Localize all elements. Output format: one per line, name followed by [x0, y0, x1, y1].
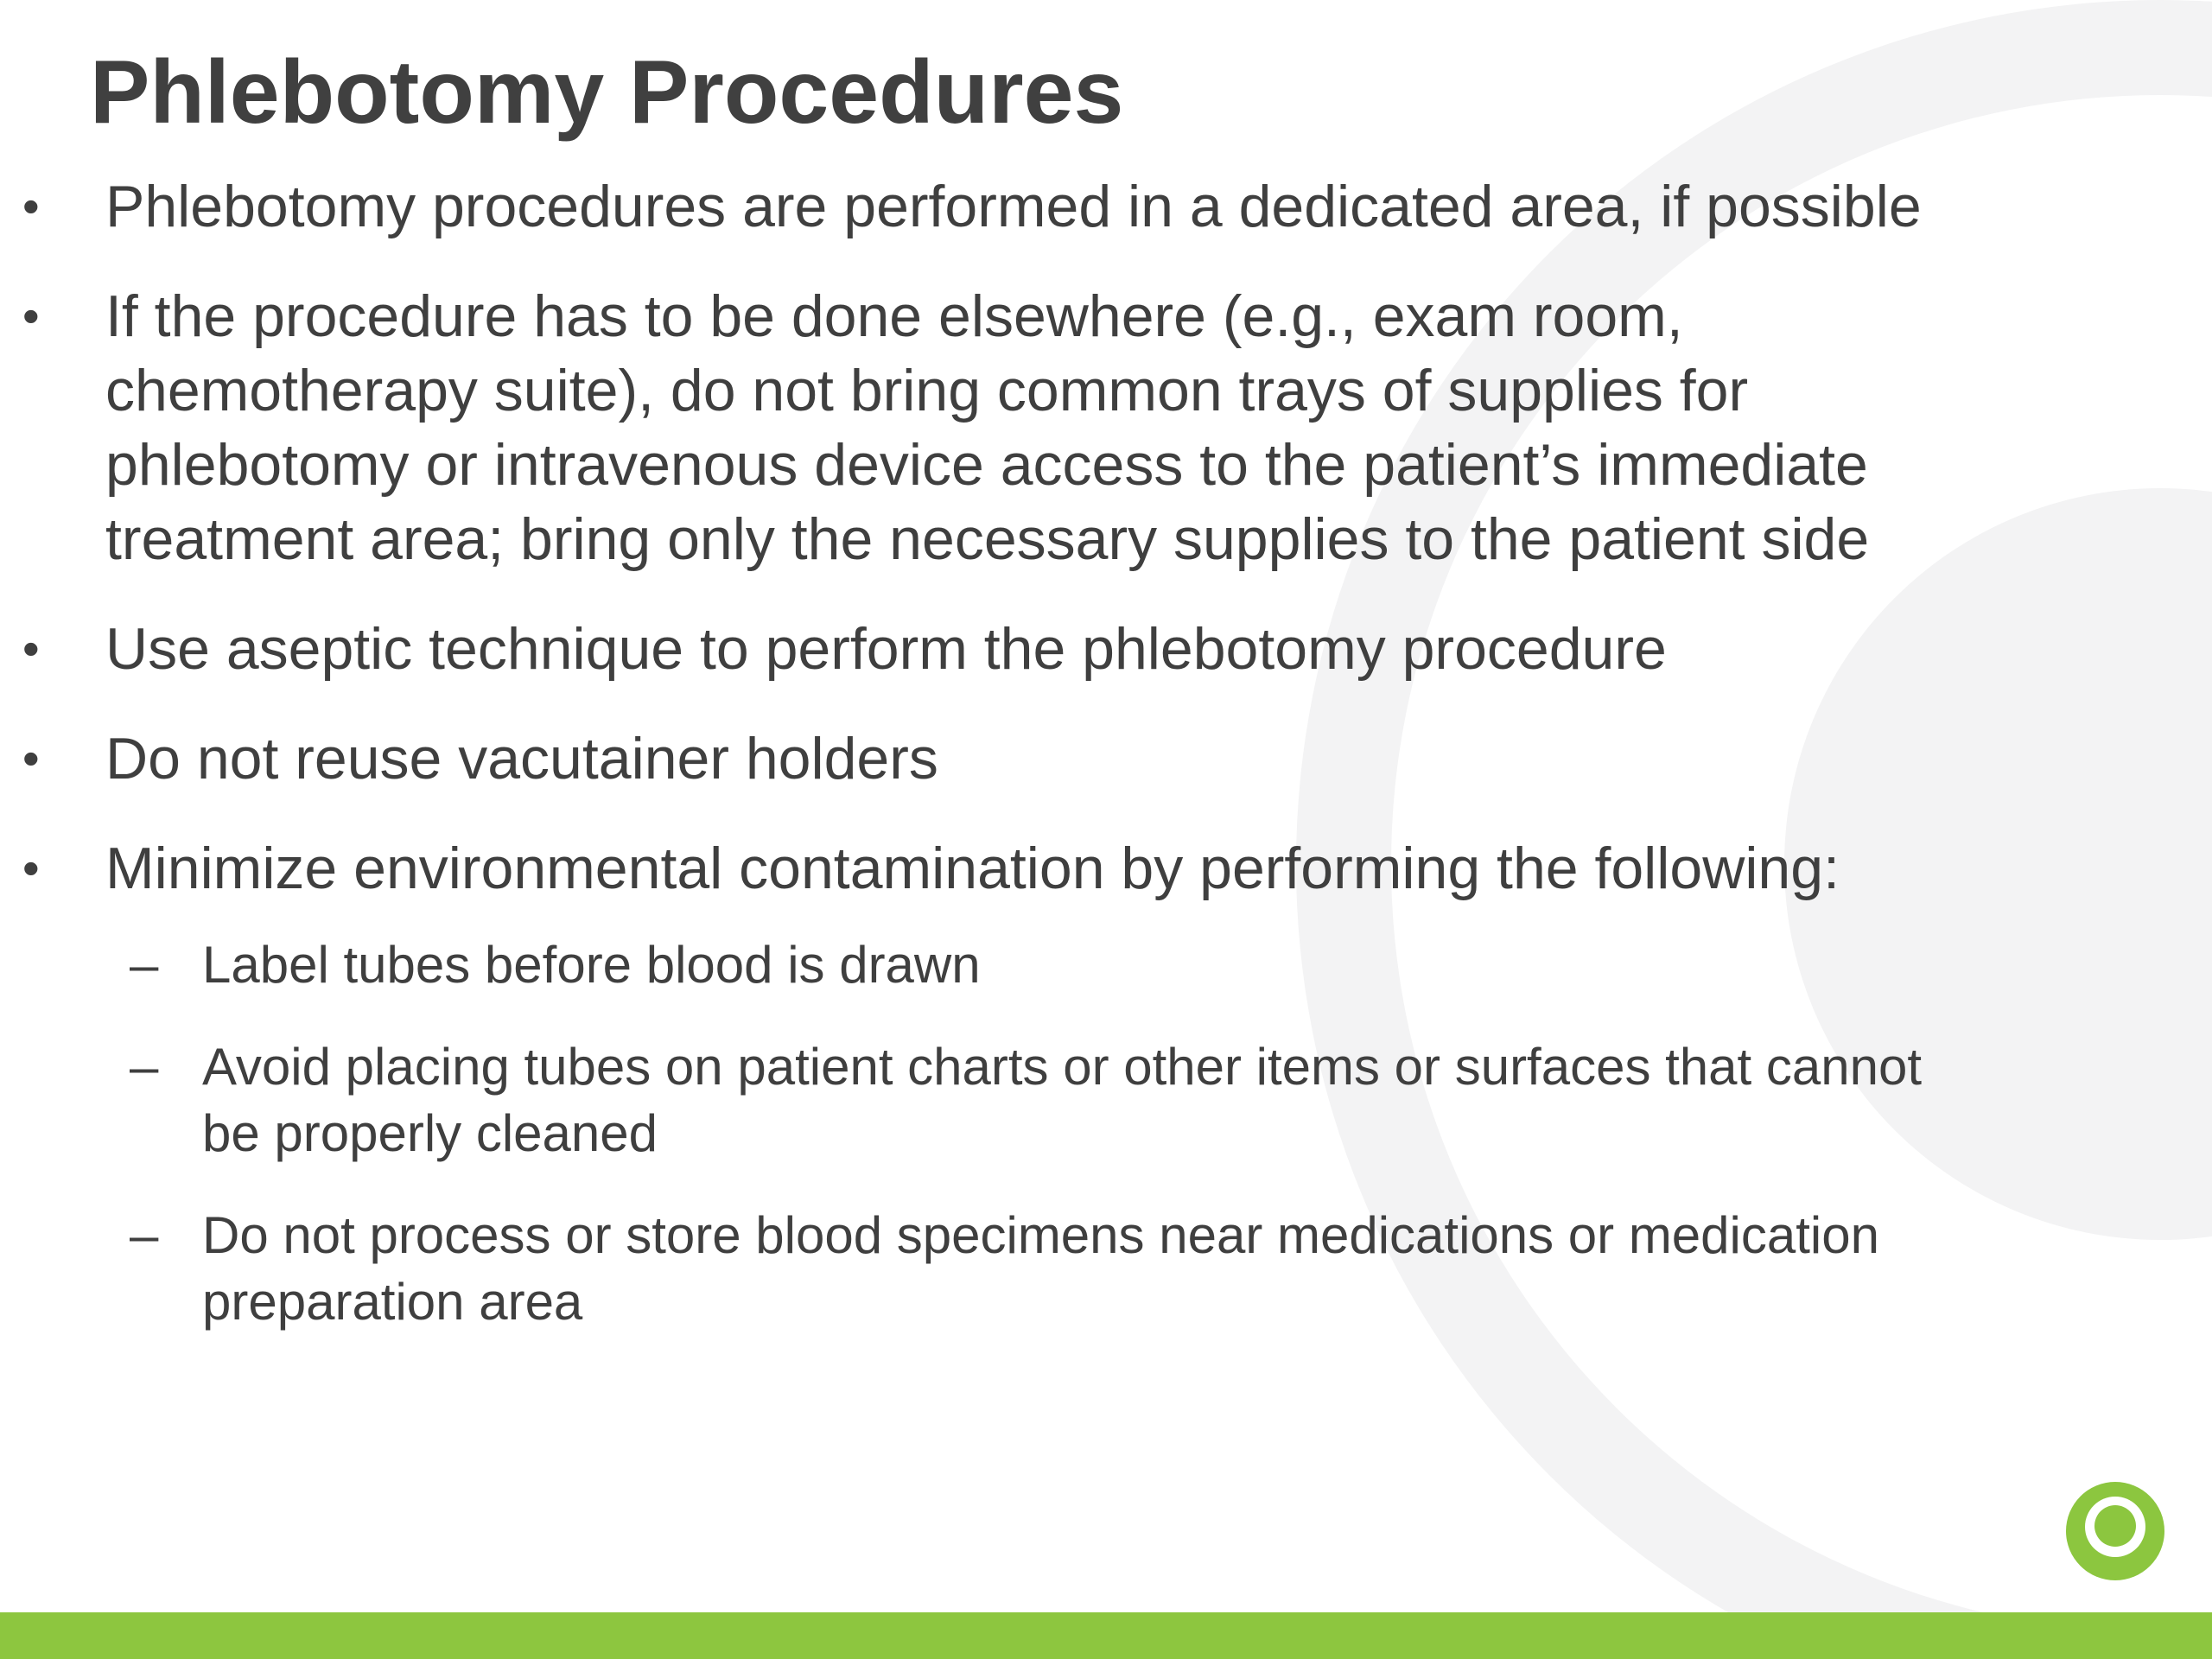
- sub-bullet-marker: –: [130, 1038, 159, 1096]
- sub-bullet-marker: –: [130, 1206, 159, 1264]
- sub-bullet-text: Avoid placing tubes on patient charts or other items or surfaces that cannot be properly cleaned: [202, 1038, 1923, 1162]
- bullet-marker: •: [22, 731, 40, 785]
- bullet-marker: •: [22, 621, 40, 676]
- sub-bullet-text: Do not process or store blood specimens near medications or medication preparation area: [202, 1206, 1879, 1331]
- sub-bullet-list: [0, 931, 1987, 1335]
- bullet-item: [0, 279, 1987, 576]
- bullet-marker: •: [22, 841, 40, 895]
- bullet-text: Do not reuse vacutainer holders: [105, 726, 938, 791]
- bullet-text: Use aseptic technique to perform the phlebotomy procedure: [105, 616, 1667, 682]
- bullet-text: Phlebotomy procedures are performed in a dedicated area, if possible: [105, 174, 1922, 239]
- slide-title: Phlebotomy Procedures: [90, 42, 1124, 143]
- bullet-marker: •: [22, 289, 40, 343]
- bullet-item: [0, 831, 1987, 1335]
- logo-inner-circle: [2094, 1505, 2136, 1547]
- footer-accent-bar: [0, 1612, 2212, 1659]
- bullet-list: [0, 169, 1987, 1370]
- bullet-text: Minimize environmental contamination by performing the following:: [105, 836, 1840, 901]
- bullet-item: [0, 721, 1987, 796]
- bullet-marker: •: [22, 179, 40, 233]
- bullet-item: [0, 612, 1987, 686]
- bullet-item: [0, 169, 1987, 244]
- sub-bullet-text: Label tubes before blood is drawn: [202, 936, 981, 994]
- sub-bullet-item: [0, 1202, 1987, 1335]
- sub-bullet-item: [0, 1033, 1987, 1166]
- ring-logo-icon: [2065, 1481, 2165, 1581]
- sub-bullet-marker: –: [130, 936, 159, 994]
- bullet-text: If the procedure has to be done elsewhere (e.g., exam room, chemotherapy suite), do not bring common trays of supplies for phlebotomy or intravenous device access to the patient’s immediate treatment area; bring only the necessary supplies to the patient side: [105, 283, 1870, 572]
- sub-bullet-item: [0, 931, 1987, 998]
